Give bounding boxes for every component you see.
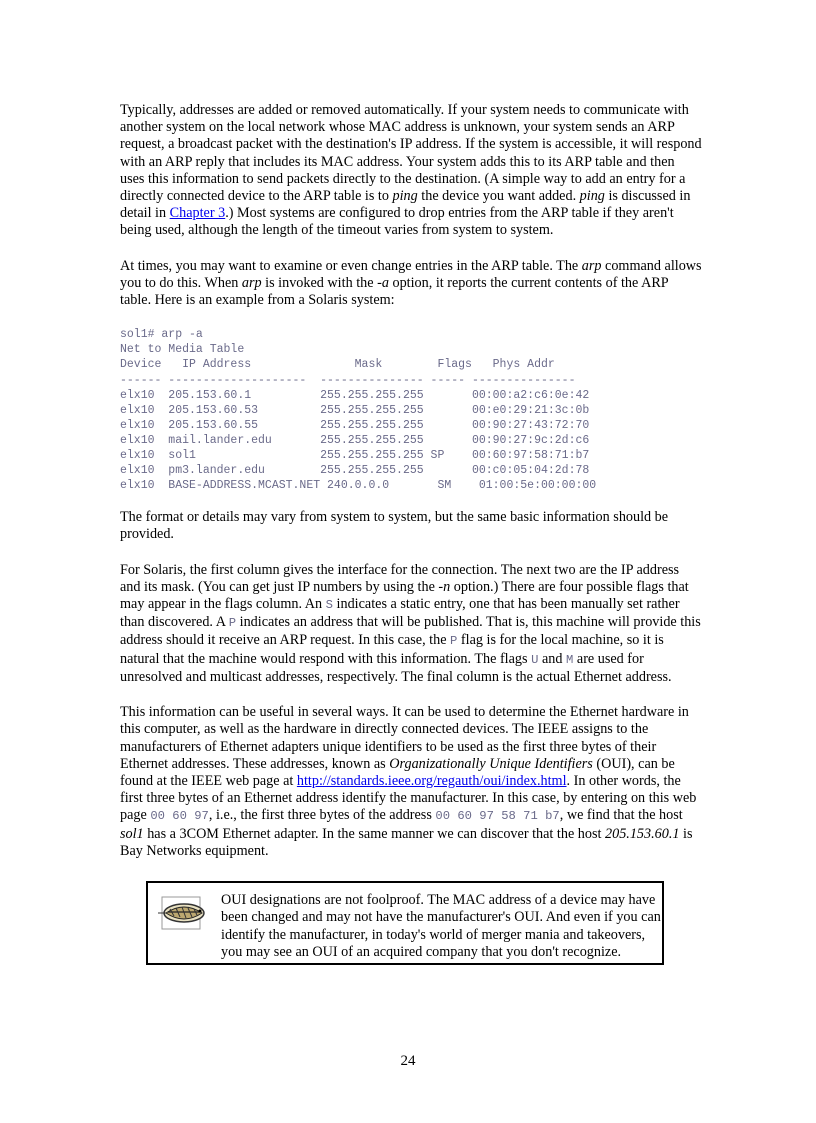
text: , we find that the host: [559, 807, 683, 824]
paragraph-oui: [120, 704, 702, 860]
text: and: [538, 650, 567, 667]
paragraph-solaris-flags: [120, 562, 702, 686]
note-text: OUI designations are not foolproof. The MAC address of a device may have been changed and may not have the manufacturer's OUI. And even if you can identify the manufacturer, in today's world of merger mania and takeovers, you may see an OUI of an acquired company that you don't recognize.: [221, 892, 661, 960]
command-arp: arp: [241, 274, 262, 291]
warning-note-box: [146, 881, 664, 965]
text: is Bay Networks equipment.: [120, 825, 693, 859]
flag-m: M: [566, 652, 574, 667]
flag-s: S: [325, 598, 333, 613]
flag-p: P: [228, 616, 237, 631]
flag-u: U: [531, 652, 539, 667]
text: , i.e., the first three bytes of the address: [208, 807, 436, 824]
page-content: [120, 102, 702, 878]
paragraph-format: The format or details may vary from system to system, but the same basic information should be provided.: [120, 509, 669, 543]
option-a: -a: [377, 274, 389, 291]
text: .) Most systems are configured to drop entries from the ARP table if they aren't being used, although the length of the timeout varies from system to system.: [120, 205, 674, 239]
text: indicates an address that will be published. That is, this machine will provide this address should it receive an ARP request. In this case, the: [120, 614, 701, 649]
oui-code: 00 60 97: [150, 809, 209, 824]
text: the device you want added.: [417, 188, 580, 205]
text: is invoked with the: [261, 274, 378, 291]
warning-animal-icon: [156, 895, 208, 931]
ieee-oui-link[interactable]: http://standards.ieee.org/regauth/oui/index.html: [296, 772, 567, 789]
paragraph-arp-command: [120, 258, 702, 310]
command-ping: ping: [579, 188, 605, 205]
chapter-3-link[interactable]: Chapter 3: [169, 205, 226, 222]
text: This information can be useful in several ways. It can be used to determine the Ethernet hardware in this computer, as well as the hardware in directly connected devices. The IEEE assigns to the manufacturers of Ethernet adapters unique identifiers to be used as the first three bytes of their Ethernet addresses. These addresses, known as: [120, 704, 689, 772]
text: indicates a static entry, one that has been manually set rather than discovered. A: [120, 596, 680, 631]
text: At times, you may want to examine or even change entries in the ARP table. The: [120, 257, 582, 274]
option-n: -n: [438, 578, 451, 595]
arp-table-listing: sol1# arp -a Net to Media Table Device IP Address Mask Flags Phys Addr ------ -------------------- --------------- ----- --------------- elx10 205.153.60.1 255.255.255.255 00:00:a2:c6:0e:42 elx10 205.153.60.53 255.255.255.255 00:e0:29:21:3c:0b elx10 205.153.60.55 255.255.255.255 00:90:27:43:72:70 elx10 mail.lander.edu 255.255.255.255 00:90:27:9c:2d:c6 elx10 sol1 255.255.255.255 SP 00:60:97:58:71:b7 elx10 pm3.lander.edu 255.255.255.255 00:c0:05:04:2d:78 elx10 BASE-ADDRESS.MCAST.NET 240.0.0.0 SM 01:00:5e:00:00:00: [120, 328, 597, 493]
host-name: sol1: [120, 825, 144, 842]
text: . In other words, the first three bytes of an Ethernet address identify the manufacturer. In this case, by entering on this web page: [120, 772, 697, 824]
paragraph-arp-intro: [120, 102, 702, 240]
text: option.) There are four possible flags that may appear in the flags column. An: [120, 578, 689, 613]
text: command allows you to do this. When: [120, 257, 702, 291]
command-arp: arp: [581, 257, 602, 274]
text: (OUI), can be found at the IEEE web page at: [120, 755, 675, 789]
host-ip: 205.153.60.1: [605, 825, 680, 842]
text: flag is for the local machine, so it is natural that the machine would respond with this information. The flags: [120, 632, 664, 667]
mac-code: 00 60 97 58 71 b7: [435, 809, 560, 824]
text: Typically, addresses are added or removed automatically. If your system needs to communicate with another system on the local network whose MAC address is unknown, your system sends an ARP request, a broadcast packet with the destination's IP address. If the system is accessible, it will respond with an ARP reply that includes its MAC address. Your system adds this to its ARP table and then uses this information to send packets directly to the destination. (A simple way to add an entry for a directly connected device to the ARP table is to: [120, 102, 702, 205]
oui-term: Organizationally Unique Identifiers: [389, 755, 593, 772]
text: option, it reports the current contents of the ARP table. Here is an example from a Solaris system:: [120, 274, 669, 309]
text: has a 3COM Ethernet adapter. In the same manner we can discover that the host: [143, 825, 605, 842]
text: is discussed in detail in: [120, 188, 691, 222]
command-ping: ping: [392, 188, 418, 205]
flag-p: P: [450, 634, 458, 649]
text: are used for unresolved and multicast addresses, respectively. The final column is the actual Ethernet address.: [120, 650, 672, 685]
page-number: 24: [400, 1053, 416, 1069]
text: For Solaris, the first column gives the interface for the connection. The next two are the IP address and its mask. (You can get just IP numbers by using the: [120, 561, 680, 595]
